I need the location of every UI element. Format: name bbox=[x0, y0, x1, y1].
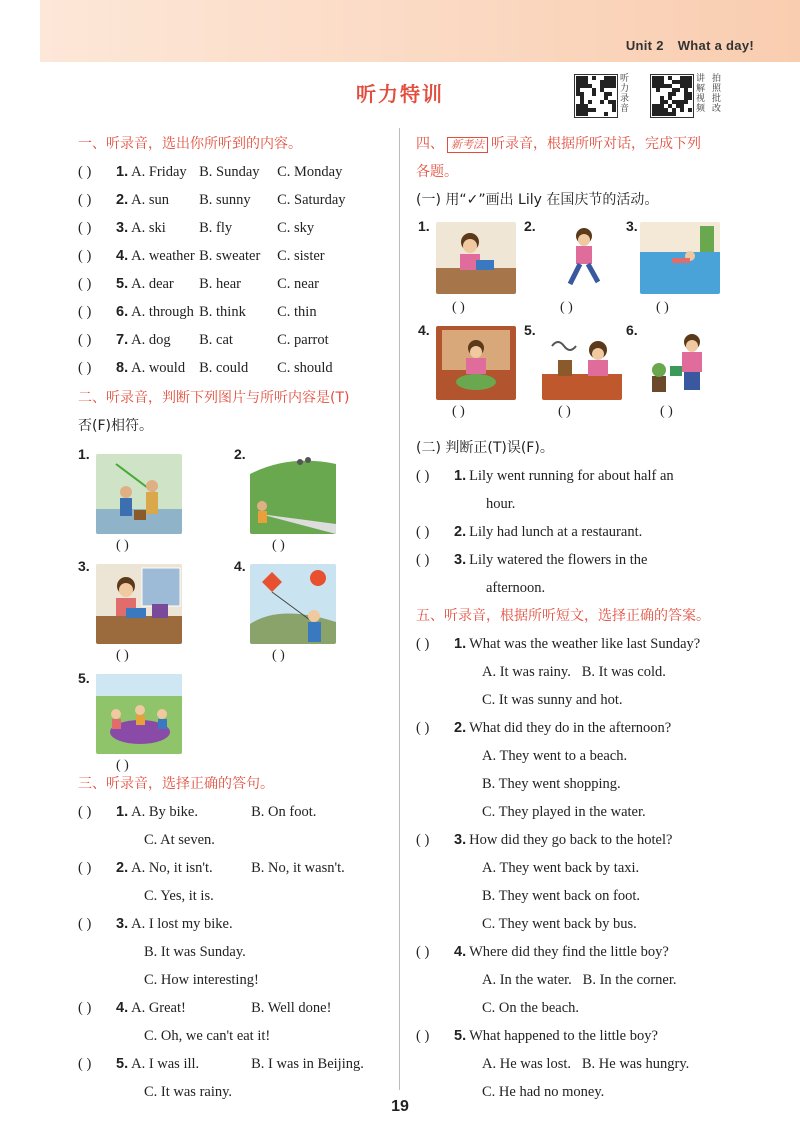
option-line: B. They went back on foot. bbox=[482, 888, 640, 904]
page-number: 19 bbox=[391, 1098, 409, 1115]
pic-label: 6. bbox=[626, 322, 638, 338]
item-number: 4. bbox=[116, 1000, 129, 1016]
option-a: A. sun bbox=[131, 192, 169, 208]
answer-paren[interactable]: ( ) bbox=[78, 360, 92, 376]
music-scene bbox=[542, 326, 622, 400]
answer-paren[interactable]: ( ) bbox=[78, 1000, 92, 1016]
picture-lily-running bbox=[544, 222, 624, 294]
option-b: B. sweater bbox=[199, 248, 261, 264]
option-c: C. sky bbox=[277, 220, 315, 236]
new-format-tag: 新考法 bbox=[447, 137, 488, 153]
option-b: B. On foot. bbox=[251, 804, 317, 820]
option-line: C. They went back by bus. bbox=[482, 916, 637, 932]
answer-paren[interactable]: ( ) bbox=[78, 248, 92, 264]
option-line: C. At seven. bbox=[144, 832, 215, 848]
question-row bbox=[416, 826, 734, 854]
option-b: B. Sunday bbox=[199, 164, 260, 180]
option-c: C. should bbox=[277, 360, 333, 376]
section-2-heading-cont: 否(F)相符。 bbox=[78, 418, 153, 434]
answer-paren[interactable]: ( ) bbox=[116, 648, 129, 663]
choice-row bbox=[78, 214, 390, 242]
option-line: C. How interesting! bbox=[144, 972, 259, 988]
picture-lily-watering bbox=[642, 326, 722, 400]
picture-picnic bbox=[96, 674, 182, 754]
picture-lily-washing bbox=[436, 326, 516, 400]
option-b: B. think bbox=[199, 304, 246, 320]
answer-paren[interactable]: ( ) bbox=[78, 220, 92, 236]
answer-paren[interactable]: ( ) bbox=[78, 916, 92, 932]
reading-scene bbox=[436, 222, 516, 294]
question-text: What did they do in the afternoon? bbox=[469, 720, 672, 736]
pic-label: 1. bbox=[418, 218, 430, 234]
section-2-pictures bbox=[78, 440, 390, 773]
answer-paren[interactable]: ( ) bbox=[660, 404, 673, 419]
question-text: What was the weather like last Sunday? bbox=[469, 636, 701, 652]
section-4-heading-cont: 各题。 bbox=[416, 164, 458, 180]
question-text: How did they go back to the hotel? bbox=[469, 832, 673, 848]
statement-cont: afternoon. bbox=[486, 580, 546, 596]
item-number: 1. bbox=[116, 804, 129, 820]
answer-paren[interactable]: ( ) bbox=[78, 192, 92, 208]
qr-cell bbox=[604, 112, 608, 116]
section-4-pictures bbox=[416, 214, 734, 434]
choice-row bbox=[78, 798, 390, 826]
choice-row bbox=[78, 326, 390, 354]
option-b: B. Well done! bbox=[251, 1000, 332, 1016]
option-a: A. ski bbox=[131, 220, 166, 236]
item-number: 4. bbox=[116, 248, 129, 264]
picture-swimming bbox=[640, 222, 720, 294]
picture-girl-reading bbox=[96, 564, 182, 644]
option-line: C. Oh, we can't eat it! bbox=[144, 1028, 271, 1044]
item-number: 2. bbox=[454, 720, 467, 736]
section-2-heading: 二、听录音，判断下列图片与所听内容是(T) bbox=[78, 390, 350, 406]
option-a: A. Friday bbox=[131, 164, 187, 180]
qr-caption-grading: 拍照批改 bbox=[712, 74, 722, 114]
item-number: 1. bbox=[116, 164, 129, 180]
qr-cell bbox=[656, 88, 660, 92]
option-line: C. They played in the water. bbox=[482, 804, 646, 820]
answer-paren[interactable]: ( ) bbox=[452, 300, 465, 315]
qr-cell bbox=[672, 92, 676, 96]
item-number: 3. bbox=[116, 220, 129, 236]
column-divider bbox=[399, 128, 400, 1090]
swimming-scene bbox=[640, 222, 720, 294]
choice-row bbox=[78, 298, 390, 326]
qr-cell bbox=[612, 108, 616, 112]
answer-paren[interactable]: ( ) bbox=[416, 636, 430, 652]
qr-cell bbox=[612, 84, 616, 88]
pic-label: 5. bbox=[78, 670, 90, 686]
choice-row bbox=[78, 242, 390, 270]
section-4-part-1: (一) 用“✓”画出 Lily 在国庆节的活动。 bbox=[416, 192, 659, 208]
qr-cell bbox=[592, 108, 596, 112]
qr-caption-listening: 听力录音 bbox=[620, 74, 630, 114]
answer-paren[interactable]: ( ) bbox=[116, 538, 129, 553]
option-a: A. weather bbox=[131, 248, 195, 264]
answer-paren[interactable]: ( ) bbox=[416, 720, 430, 736]
watering-scene bbox=[642, 326, 722, 400]
option-line: B. It was Sunday. bbox=[144, 944, 246, 960]
answer-paren[interactable]: ( ) bbox=[416, 468, 430, 484]
item-number: 3. bbox=[454, 832, 467, 848]
answer-paren[interactable]: ( ) bbox=[78, 332, 92, 348]
picnic-scene bbox=[96, 674, 182, 754]
option-line: A. They went back by taxi. bbox=[482, 860, 640, 876]
option-c: C. Monday bbox=[277, 164, 343, 180]
answer-paren[interactable]: ( ) bbox=[416, 832, 430, 848]
choice-row bbox=[78, 854, 390, 882]
qr-cell bbox=[676, 88, 680, 92]
answer-paren[interactable]: ( ) bbox=[78, 304, 92, 320]
question-row bbox=[416, 1022, 734, 1050]
item-number: 4. bbox=[454, 944, 467, 960]
running-scene bbox=[544, 222, 624, 294]
option-a: A. I was ill. bbox=[131, 1056, 200, 1072]
pic-label: 2. bbox=[524, 218, 536, 234]
answer-paren[interactable]: ( ) bbox=[78, 276, 92, 292]
item-number: 3. bbox=[116, 916, 129, 932]
question-row bbox=[416, 938, 734, 966]
qr-code-listening[interactable] bbox=[574, 74, 618, 118]
statement-cont: hour. bbox=[486, 496, 516, 512]
item-number: 2. bbox=[116, 192, 129, 208]
option-c: C. sister bbox=[277, 248, 325, 264]
answer-paren[interactable]: ( ) bbox=[416, 944, 430, 960]
qr-cell bbox=[600, 100, 604, 104]
fishing-scene bbox=[96, 454, 182, 534]
answer-paren[interactable]: ( ) bbox=[78, 164, 92, 180]
answer-paren[interactable]: ( ) bbox=[78, 860, 92, 876]
question-row bbox=[416, 630, 734, 658]
qr-cell bbox=[688, 96, 692, 100]
page-title: 听力特训 bbox=[356, 82, 444, 106]
option-line: C. Yes, it is. bbox=[144, 888, 214, 904]
option-line: A. It was rainy. B. It was cold. bbox=[482, 664, 666, 680]
tf-row bbox=[416, 462, 734, 490]
option-line: C. It was sunny and hot. bbox=[482, 692, 623, 708]
unit-label: Unit 2 What a day! bbox=[625, 38, 754, 53]
picture-hill-walk bbox=[250, 454, 336, 534]
picture-lily-music bbox=[542, 326, 622, 400]
option-b: B. fly bbox=[199, 220, 233, 236]
answer-paren[interactable]: ( ) bbox=[656, 300, 669, 315]
pic-label: 3. bbox=[78, 558, 90, 574]
question-row bbox=[416, 714, 734, 742]
item-number: 3. bbox=[454, 552, 467, 568]
pic-label: 2. bbox=[234, 446, 246, 462]
answer-paren[interactable]: ( ) bbox=[78, 1056, 92, 1072]
section-1-list bbox=[78, 158, 390, 382]
section-5-list bbox=[416, 630, 734, 1106]
section-5-heading: 五、听录音，根据所听短文，选择正确的答案。 bbox=[416, 608, 710, 624]
answer-paren[interactable]: ( ) bbox=[272, 648, 285, 663]
answer-paren[interactable]: ( ) bbox=[116, 758, 129, 773]
qr-cell bbox=[592, 92, 596, 96]
section-3-list bbox=[78, 798, 390, 1106]
item-number: 5. bbox=[116, 1056, 129, 1072]
choice-row bbox=[78, 270, 390, 298]
choice-row bbox=[78, 186, 390, 214]
hill-scene bbox=[250, 454, 336, 534]
pic-label: 1. bbox=[78, 446, 90, 462]
option-line: C. On the beach. bbox=[482, 1000, 580, 1016]
qr-cell bbox=[688, 108, 692, 112]
option-a: A. By bike. bbox=[131, 804, 198, 820]
item-number: 2. bbox=[116, 860, 129, 876]
option-a: A. would bbox=[131, 360, 186, 376]
item-number: 5. bbox=[454, 1028, 467, 1044]
statement: Lily watered the flowers in the bbox=[469, 552, 648, 568]
option-b: B. I was in Beijing. bbox=[251, 1056, 364, 1072]
item-number: 7. bbox=[116, 332, 129, 348]
option-a: A. Great! bbox=[131, 1000, 186, 1016]
statement: Lily had lunch at a restaurant. bbox=[469, 524, 643, 540]
answer-paren[interactable]: ( ) bbox=[452, 404, 465, 419]
answer-paren[interactable]: ( ) bbox=[78, 804, 92, 820]
choice-row bbox=[78, 1050, 390, 1078]
section-3-heading: 三、听录音，选择正确的答句。 bbox=[78, 776, 274, 792]
option-a: A. through bbox=[131, 304, 194, 320]
item-number: 6. bbox=[116, 304, 129, 320]
qr-cell bbox=[588, 100, 592, 104]
answer-paren[interactable]: ( ) bbox=[272, 538, 285, 553]
picture-flying-kite bbox=[250, 564, 336, 644]
qr-cell bbox=[592, 76, 596, 80]
choice-row bbox=[78, 158, 390, 186]
answer-paren[interactable]: ( ) bbox=[560, 300, 573, 315]
answer-paren[interactable]: ( ) bbox=[558, 404, 571, 419]
reading-scene bbox=[96, 564, 182, 644]
option-line: C. It was rainy. bbox=[144, 1084, 233, 1100]
option-c: C. near bbox=[277, 276, 319, 292]
answer-paren[interactable]: ( ) bbox=[416, 1028, 430, 1044]
item-number: 1. bbox=[454, 468, 467, 484]
option-line: A. They went to a beach. bbox=[482, 748, 628, 764]
answer-paren[interactable]: ( ) bbox=[416, 524, 430, 540]
question-text: What happened to the little boy? bbox=[469, 1028, 658, 1044]
pic-label: 5. bbox=[524, 322, 536, 338]
qr-cell bbox=[688, 84, 692, 88]
pic-label: 4. bbox=[234, 558, 246, 574]
tf-row bbox=[416, 546, 734, 574]
right-column bbox=[416, 130, 734, 1106]
pic-label: 4. bbox=[418, 322, 430, 338]
section-4-heading: 四、 新考法 听录音，根据所听对话，完成下列 bbox=[416, 136, 701, 152]
option-c: C. Saturday bbox=[277, 192, 346, 208]
option-b: B. sunny bbox=[199, 192, 251, 208]
qr-cell bbox=[584, 112, 588, 116]
option-b: B. No, it wasn't. bbox=[251, 860, 345, 876]
kite-scene bbox=[250, 564, 336, 644]
option-line: A. In the water. B. In the corner. bbox=[482, 972, 677, 988]
option-line: C. He had no money. bbox=[482, 1084, 605, 1100]
left-column bbox=[78, 130, 390, 1106]
option-c: C. parrot bbox=[277, 332, 329, 348]
option-b: B. cat bbox=[199, 332, 233, 348]
option-b: B. could bbox=[199, 360, 249, 376]
option-a: A. dear bbox=[131, 276, 174, 292]
choice-row bbox=[78, 354, 390, 382]
section-4-tf-list bbox=[416, 462, 734, 602]
pic-label: 3. bbox=[626, 218, 638, 234]
statement: Lily went running for about half an bbox=[469, 468, 674, 484]
qr-cell bbox=[680, 108, 684, 112]
option-line: B. They went shopping. bbox=[482, 776, 621, 792]
choice-row bbox=[78, 994, 390, 1022]
choice-row bbox=[78, 910, 390, 938]
answer-paren[interactable]: ( ) bbox=[416, 552, 430, 568]
item-number: 8. bbox=[116, 360, 129, 376]
qr-cell bbox=[684, 100, 688, 104]
option-a: A. I lost my bike. bbox=[131, 916, 233, 932]
qr-cell bbox=[672, 112, 676, 116]
qr-code-explain[interactable] bbox=[650, 74, 694, 118]
section-4-part-2: (二) 判断正(T)误(F)。 bbox=[416, 440, 554, 456]
option-line: A. He was lost. B. He was hungry. bbox=[482, 1056, 690, 1072]
picture-fishing bbox=[96, 454, 182, 534]
qr-caption-explain: 讲解视频 bbox=[696, 74, 706, 114]
option-c: C. thin bbox=[277, 304, 317, 320]
option-a: A. No, it isn't. bbox=[131, 860, 213, 876]
picture-lily-reading bbox=[436, 222, 516, 294]
item-number: 5. bbox=[116, 276, 129, 292]
tf-row bbox=[416, 518, 734, 546]
item-number: 2. bbox=[454, 524, 467, 540]
qr-cell bbox=[608, 92, 612, 96]
section-1-heading: 一、听录音，选出你所听到的内容。 bbox=[78, 136, 302, 152]
item-number: 1. bbox=[454, 636, 467, 652]
option-a: A. dog bbox=[131, 332, 171, 348]
washing-scene bbox=[436, 326, 516, 400]
option-b: B. hear bbox=[199, 276, 241, 292]
question-text: Where did they find the little boy? bbox=[469, 944, 669, 960]
